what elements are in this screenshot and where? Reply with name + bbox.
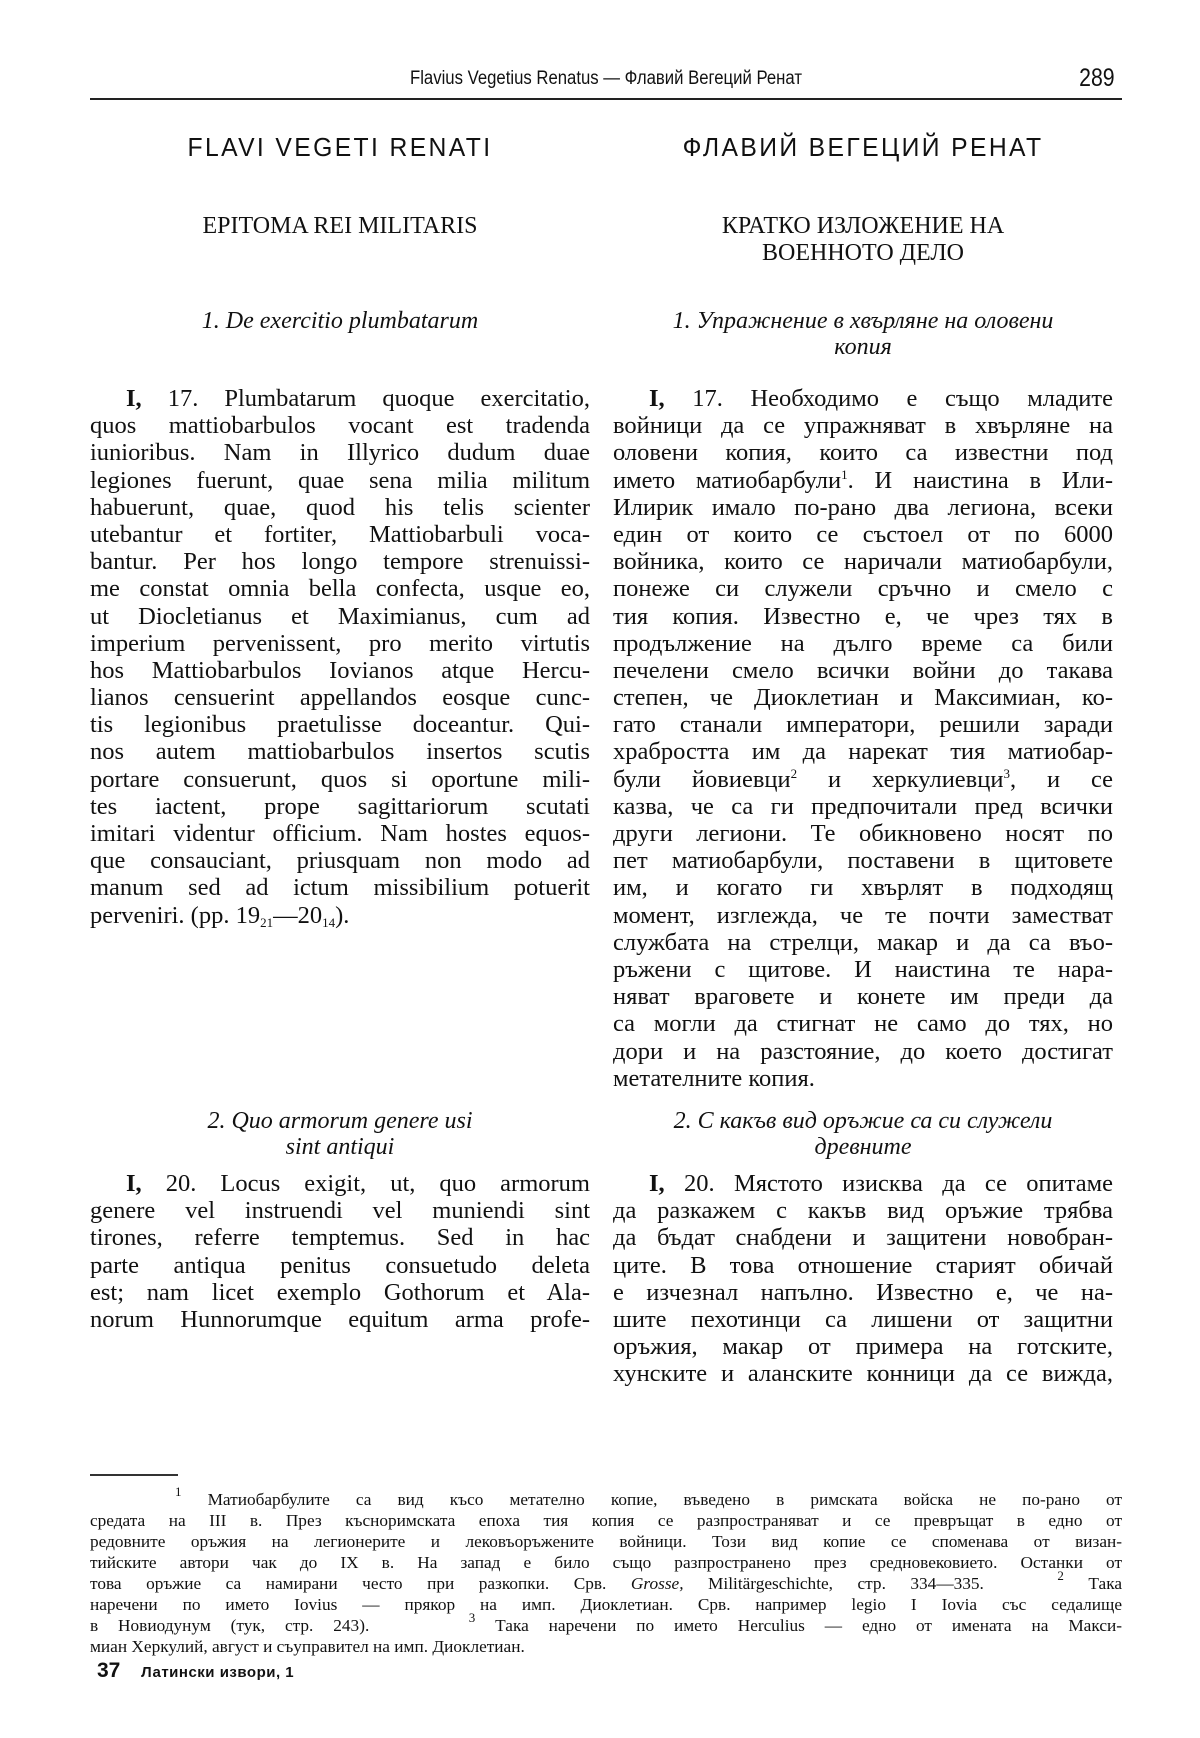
latin-section2-body	[90, 1170, 590, 1333]
text-line: войника, които се наричали матиобарбули,	[613, 548, 1113, 576]
running-title: Flavius Vegetius Renatus — Флавий Вегеций Ренат	[409, 68, 803, 89]
latin-work-title: EPITOMA REI MILITARIS	[202, 213, 478, 239]
text-line: utebantur et fortiter, Mattiobarbuli voca-	[90, 520, 590, 548]
footnote-line: тийските автори чак до IX в. На запад е било също разпространено през средновековието. Останки от	[90, 1553, 1122, 1572]
text-line: були йовиевци$^2$ и херкулиевци$^3$, и се	[613, 765, 1114, 793]
text-line: няват враговете и конете им преди да	[613, 983, 1113, 1011]
text-line: norum Hunnorumque equitum arma profe-	[90, 1305, 590, 1333]
footnote-marker-1[interactable]: 1	[841, 466, 848, 482]
text-line: est; nam licet exemplo Gothorum et Ala-	[90, 1278, 590, 1306]
header-rule	[90, 98, 1122, 100]
text-line: portare consuerunt, quos si oportune mili-	[90, 765, 590, 793]
text-line: genere vel instruendi vel muniendi sint	[90, 1197, 590, 1225]
printer-signature	[97, 1659, 294, 1683]
footnote-line: $^1$ Матиобарбулите са вид късо метателно копие, въведено в римската войска не по-рано от	[175, 1484, 1122, 1509]
text-line: един от които се състоел от по 6000	[613, 520, 1113, 548]
text-line: оръжия, макар от примера на готските,	[613, 1333, 1113, 1361]
text-line: да бъдат снабдени и защитени новобран-	[613, 1224, 1113, 1252]
text-line: tis legionibus praetulisse doceantur. Qui-	[90, 711, 590, 739]
footnote-separator	[90, 1474, 178, 1476]
text-line: службата на стрелци, макар и да са въо-	[613, 928, 1113, 956]
footnote-line: в Новиодунум (тук, стр. 243). $^3$ Така наречени по името Herculius — едно от имената на Макси-	[90, 1610, 1122, 1635]
text-line: тия копия. Известно е, че чрез тях в	[613, 602, 1113, 630]
signature-text: Латински извори, 1	[141, 1664, 295, 1681]
text-line: legiones fuerunt, quae sena milia militum	[90, 466, 590, 494]
running-header	[88, 64, 1124, 96]
text-line: понеже си служели сръчно и смело с	[613, 575, 1113, 603]
text-line: момент, изглежда, че те почти заместват	[613, 901, 1113, 929]
text-line: метателните копия.	[613, 1064, 815, 1092]
text-line: parte antiqua penitus consuetudo deleta	[90, 1251, 590, 1279]
text-line: ut Diocletianus et Maximianus, cum ad	[90, 602, 590, 630]
text-line: степен, че Диоклетиан и Максимиан, ко-	[613, 684, 1113, 712]
bulgarian-section2-body	[613, 1170, 1113, 1388]
text-line: iunioribus. Nam in Illyrico dudum duae	[90, 439, 590, 467]
bulgarian-work-title: КРАТКО ИЗЛОЖЕНИЕ НА ВОЕННОТО ДЕЛО	[721, 213, 1005, 266]
text-line: храбростта им да нарекат тия матиобар-	[613, 738, 1113, 766]
text-line: печелени смело всички войни до такава	[613, 656, 1113, 684]
text-line: дори и на разстояние, до което достигат	[613, 1037, 1113, 1065]
text-line: imperium pervenissent, pro merito virtutis	[90, 629, 590, 657]
text-line: lianos censuerint appellandos eosque cunc-	[90, 684, 590, 712]
text-line: hos Mattiobarbulos Iovianos atque Hercu-	[90, 656, 590, 684]
latin-section1-body	[90, 385, 590, 929]
text-line: шите пехотинци са лишени от защитни	[613, 1305, 1113, 1333]
footnote-number-1: 1	[175, 1484, 182, 1499]
footnote-line: редовните оръжия на легионерите и лековъоръжените войници. Този вид копие се споменава от визан-	[90, 1532, 1122, 1551]
bulgarian-section1-title: 1. Упражнение в хвърляне на оловени копия	[672, 308, 1054, 360]
text-line: са могли да стигнат не само до тях, но	[613, 1010, 1113, 1038]
latin-section1-title: 1. De exercitio plumbatarum	[201, 308, 479, 334]
latin-section2-title: 2. Quo armorum genere usi sint antiqui	[207, 1108, 473, 1160]
footnote-line: наречени по името Iovius — прякор на имп. Диоклетиан. Срв. например legio I Iovia със седалище	[90, 1595, 1122, 1614]
footnote-number-2: 2	[1057, 1568, 1064, 1583]
bulgarian-section1-body	[613, 385, 1113, 1092]
text-line: I, 20. Мястото изисква да се опитаме	[649, 1170, 1114, 1197]
text-line: quos mattiobarbulos vocant est tradenda	[90, 412, 590, 440]
footnotes	[90, 1484, 1122, 1657]
bulgarian-author: ФЛАВИЙ ВЕГЕЦИЙ РЕНАТ	[682, 132, 1044, 162]
text-line: други легиони. Те обикновено носят по	[613, 820, 1113, 847]
book-reference: I,	[126, 385, 142, 412]
text-line: tirones, referre temptemus. Sed in hac	[90, 1224, 590, 1252]
text-line: manum sed ad ictum missibilium potuerit	[90, 874, 590, 902]
footnote-line: това оръжие са намирани често при разкопки. Срв. Grosse, Militärgeschichte, стр. 334—335. $^2$ Така	[90, 1568, 1122, 1593]
signature-number: 37	[97, 1659, 121, 1682]
page-number: 289	[1079, 64, 1115, 92]
text-line: казва, че са ги предпочитали пред всички	[613, 792, 1113, 820]
text-line: хунските и аланските конници да се вижда,	[613, 1360, 1113, 1388]
text-line: que consauciant, priusquam non modo ad	[90, 847, 590, 875]
footnote-number-3: 3	[468, 1610, 476, 1625]
text-line: гато станали императори, решили заради	[613, 711, 1113, 739]
text-line: I, 17. Plumbatarum quoque exercitatio,	[126, 385, 590, 412]
bulgarian-section2-title: 2. С какъв вид оръжие са си служели древните	[673, 1108, 1053, 1160]
book-reference: I,	[126, 1170, 142, 1197]
cited-author: Grosse,	[630, 1574, 684, 1593]
book-reference: I,	[649, 1170, 665, 1197]
footnote-marker-2[interactable]: 2	[790, 765, 798, 781]
text-line: imitari videntur officium. Nam hostes equos-	[90, 820, 590, 847]
text-line: името матиобарбули$^1$. И наистина в Или-	[613, 466, 1113, 494]
text-line: продължение на дълго време са били	[613, 629, 1113, 657]
text-line: да разкажем с какъв вид оръжие трябва	[613, 1197, 1113, 1225]
footnote-line: средата на III в. През късноримската епоха тия копия се разпространяват и се превръщат в едно от	[90, 1511, 1122, 1530]
text-line: оловени копия, които са известни под	[613, 439, 1113, 467]
text-line-citation: perveniri. (pp. $19_{21}—20_{14}$).	[90, 901, 350, 930]
latin-author: FLAVI VEGETI RENATI	[187, 132, 493, 162]
text-line: habuerunt, quae, quod his telis scienter	[90, 493, 590, 521]
text-line: Илирик имало по-рано два легиона, всеки	[613, 493, 1113, 521]
text-line: me constat omnia bella confecta, usque eo,	[90, 575, 590, 603]
book-reference: I,	[649, 385, 665, 412]
text-line: пет матиобарбули, поставени в щитовете	[613, 847, 1113, 875]
text-line: I, 20. Locus exigit, ut, quo armorum	[126, 1170, 590, 1197]
text-line: tes iactent, prope sagittariorum scutati	[90, 792, 590, 820]
text-line: bantur. Per hos longo tempore strenuissi-	[90, 548, 590, 576]
text-line: nos autem mattiobarbulos insertos scutis	[90, 738, 590, 766]
text-line: им, и когато ги хвърлят в подходящ	[613, 874, 1113, 902]
footnote-line: миан Херкулий, август и съуправител на имп. Диоклетиан.	[90, 1637, 525, 1656]
text-line: ците. В това отношение старият обичай	[613, 1251, 1113, 1279]
text-line: I, 17. Необходимо е също младите	[649, 385, 1113, 412]
text-line: войници да се упражняват в хвърляне на	[613, 412, 1113, 440]
text-line: ръжени с щитове. И наистина те нара-	[613, 955, 1113, 983]
text-line: е изчезнал напълно. Известно е, че на-	[613, 1278, 1113, 1306]
footnote-marker-3[interactable]: 3	[1003, 765, 1010, 781]
